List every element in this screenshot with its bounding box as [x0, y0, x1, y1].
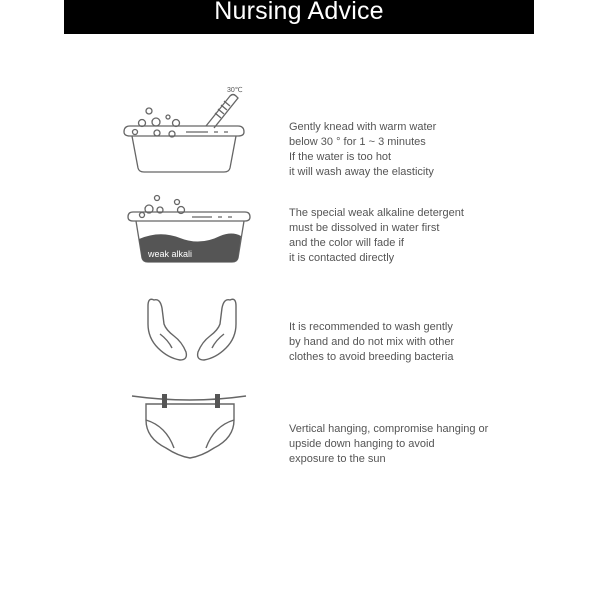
advice-line: it is contacted directly [289, 252, 395, 264]
temperature-label: 30℃ [227, 87, 243, 94]
advice-text-1 [289, 120, 529, 180]
advice-line: If the water is too hot [289, 151, 392, 163]
advice-line: Vertical hanging, compromise hanging or [289, 423, 489, 435]
advice-line: by hand and do not mix with other [289, 336, 455, 348]
advice-line: exposure to the sun [289, 453, 386, 465]
advice-text-3 [289, 320, 529, 365]
basin-brush-icon [120, 86, 260, 181]
advice-line: below 30 ° for 1 ~ 3 minutes [289, 136, 426, 148]
basin-alkali-icon [120, 192, 260, 267]
advice-line: Gently knead with warm water [289, 121, 437, 133]
alkali-label: weak alkali [148, 249, 193, 259]
hands-icon [120, 294, 260, 366]
advice-line: it will wash away the elasticity [289, 166, 434, 178]
advice-line: upside down hanging to avoid [289, 438, 435, 450]
advice-line: clothes to avoid breeding bacteria [289, 351, 454, 363]
advice-line: and the color will fade if [289, 237, 404, 249]
page-title: Nursing Advice [214, 0, 384, 25]
advice-line: must be dissolved in water first [289, 222, 440, 234]
advice-line: The special weak alkaline detergent [289, 207, 464, 219]
hanging-briefs-icon [130, 390, 250, 470]
advice-line: It is recommended to wash gently [289, 321, 453, 333]
header-bar [64, 0, 534, 34]
advice-text-4 [289, 422, 529, 467]
advice-text-2 [289, 206, 529, 266]
